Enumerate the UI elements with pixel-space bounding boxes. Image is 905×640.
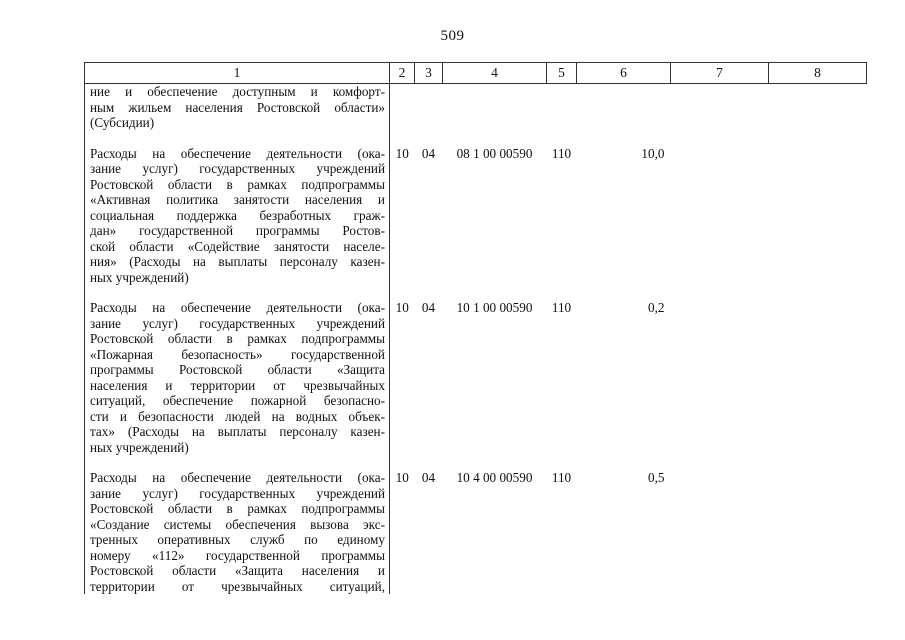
description-cell: [85, 146, 390, 301]
section-code: 10: [395, 145, 409, 161]
description-line: номеру «112» государственной программы: [90, 547, 385, 563]
header-cell-6: 6: [577, 63, 671, 84]
column-7-value: [671, 470, 769, 594]
description-line: ния» (Расходы на выплаты персоналу казен-: [90, 254, 385, 269]
description-line: социальная поддержка безработных граж-: [90, 207, 385, 223]
description-line: Расходы на обеспечение деятельности (ока-: [90, 470, 385, 485]
header-cell-1: 1: [85, 63, 390, 84]
description-line: зание услуг) государственных учреждений: [90, 315, 385, 331]
description-line: «Создание системы обеспечения вызова экс-: [90, 516, 385, 532]
subsection-code: [415, 84, 443, 146]
table-row: [85, 470, 867, 594]
header-cell-4: 4: [443, 63, 547, 84]
target-article-code: 10 1 00 00590: [456, 300, 533, 315]
description-line: Ростовской области в рамках подпрограммы: [90, 331, 385, 346]
subsection-code: 04: [421, 470, 436, 485]
description-line: Ростовской области в рамках подпрограммы: [90, 176, 385, 192]
expense-type-code: [547, 84, 577, 146]
description-line: территории от чрезвычайных ситуаций,: [90, 578, 385, 594]
column-7-value: [671, 84, 769, 146]
section-code: 10: [395, 470, 409, 485]
description-line: «Пожарная безопасность» государственной: [90, 346, 385, 362]
description-line: ным жильем населения Ростовской области»: [90, 99, 385, 115]
column-7-value: [671, 300, 769, 470]
header-cell-3: 3: [415, 63, 443, 84]
header-cell-2: 2: [390, 63, 415, 84]
section-code: 10: [395, 300, 409, 315]
amount-value: [577, 84, 671, 146]
column-8-value: [769, 84, 867, 146]
budget-table: [84, 62, 867, 594]
description-line: ситуаций, обеспечение пожарной безопасно-: [90, 393, 385, 408]
target-article-code: [443, 84, 547, 146]
description-line: (Субсидии): [90, 115, 155, 130]
column-8-value: [769, 300, 867, 470]
header-cell-5: 5: [547, 63, 577, 84]
section-code: [390, 84, 415, 146]
description-cell: [85, 84, 390, 146]
description-line: Ростовской области в рамках подпрограммы: [90, 501, 385, 516]
column-8-value: [769, 470, 867, 594]
expense-type-code: 110: [551, 470, 572, 485]
target-article-code: 08 1 00 00590: [456, 145, 533, 161]
description-line: зание услуг) государственных учреждений: [90, 485, 385, 501]
description-line: «Активная политика занятости населения и: [90, 192, 385, 207]
description-line: тах» (Расходы на выплаты персоналу казен-: [90, 424, 385, 439]
header-cell-8: 8: [769, 63, 867, 84]
page-number: 509: [440, 28, 465, 44]
table-row: [85, 84, 867, 146]
amount-value: 0,5: [648, 470, 665, 485]
header-row: [85, 63, 867, 84]
column-7-value: [671, 146, 769, 301]
column-8-value: [769, 146, 867, 301]
description-line: ской области «Содействие занятости населе-: [90, 238, 385, 254]
description-cell: [85, 470, 390, 594]
description-line: сти и безопасности людей на водных объек-: [90, 408, 385, 424]
description-cell: [85, 300, 390, 470]
table-body: [85, 84, 867, 595]
description-line: Расходы на обеспечение деятельности (ока-: [90, 145, 385, 161]
target-article-code: 10 4 00 00590: [456, 470, 533, 485]
description-line: населения и территории от чрезвычайных: [90, 377, 385, 393]
table-row: [85, 146, 867, 301]
description-line: зание услуг) государственных учреждений: [90, 161, 385, 176]
subsection-code: 04: [421, 145, 436, 161]
description-line: ных учреждений): [90, 269, 189, 285]
description-line: дан» государственной программы Ростов-: [90, 223, 385, 238]
table-row: [85, 300, 867, 470]
description-line: ние и обеспечение доступным и комфорт-: [90, 84, 385, 99]
amount-value: 10,0: [641, 145, 665, 161]
description-line: Расходы на обеспечение деятельности (ока-: [90, 300, 385, 315]
description-line: Ростовской области «Защита населения и: [90, 563, 385, 578]
description-line: программы Ростовской области «Защита: [90, 362, 385, 377]
subsection-code: 04: [421, 300, 436, 315]
header-cell-7: 7: [671, 63, 769, 84]
description-line: тренных оперативных служб по единому: [90, 532, 385, 547]
expense-type-code: 110: [551, 300, 572, 315]
amount-value: 0,2: [648, 300, 665, 315]
description-line: ных учреждений): [90, 439, 189, 455]
expense-type-code: 110: [551, 145, 572, 161]
